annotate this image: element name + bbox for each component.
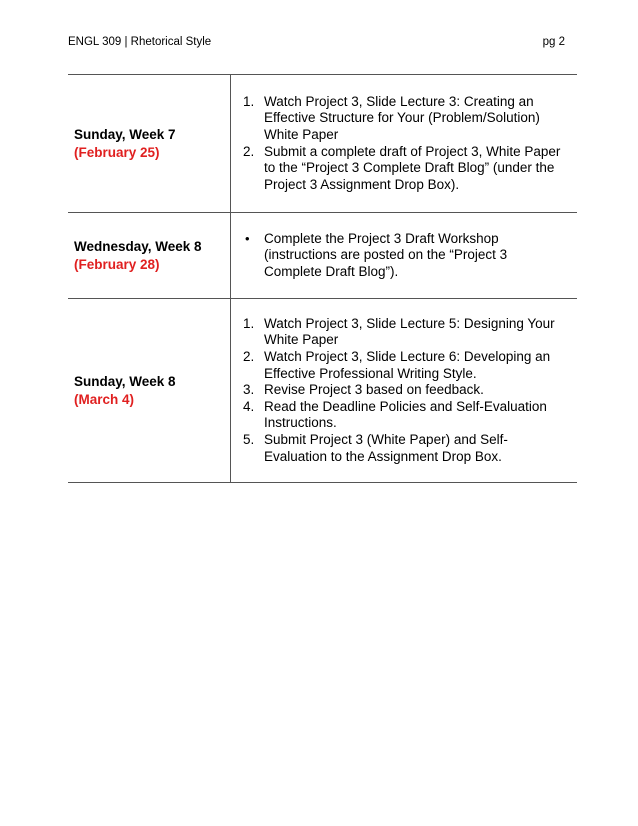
date-cell [68, 299, 231, 483]
list-item [243, 382, 563, 399]
bullet-marker: • [245, 230, 250, 246]
task-list [243, 316, 563, 465]
list-marker: 2. [243, 349, 255, 365]
page-header [68, 36, 565, 48]
task-text: Submit Project 3 (White Paper) and Self-Evaluation to the Assignment Drop Box. [264, 431, 508, 464]
date-label: (February 25) [74, 144, 160, 160]
task-text: Read the Deadline Policies and Self-Evaluation Instructions. [264, 398, 547, 431]
list-marker: 5. [243, 431, 255, 447]
list-item [243, 399, 563, 432]
task-text: Revise Project 3 based on feedback. [264, 382, 484, 398]
date-label: (March 4) [74, 391, 135, 407]
date-cell [68, 75, 231, 213]
day-label: Sunday, Week 8 [74, 373, 176, 389]
list-item [243, 94, 563, 144]
list-marker: 4. [243, 398, 255, 414]
day-label: Wednesday, Week 8 [74, 238, 202, 254]
table-row [68, 75, 577, 213]
list-item [243, 316, 563, 349]
course-title: ENGL 309 | Rhetorical Style [68, 36, 212, 48]
list-item [243, 432, 563, 465]
list-item [243, 349, 563, 382]
list-item [243, 231, 563, 281]
task-cell [231, 213, 578, 299]
list-item [243, 144, 563, 194]
list-marker: 1. [243, 315, 255, 331]
date-label: (February 28) [74, 256, 160, 272]
table-row [68, 299, 577, 483]
task-list [243, 94, 563, 194]
list-marker: 2. [243, 143, 255, 159]
task-list [243, 231, 563, 281]
task-text: Complete the Project 3 Draft Workshop (instructions are posted on the “Project 3 Complete Draft Blog”). [264, 230, 508, 279]
task-cell [231, 75, 578, 213]
list-marker: 1. [243, 93, 255, 109]
page-number: pg 2 [542, 36, 565, 48]
date-cell [68, 213, 231, 299]
task-text: Watch Project 3, Slide Lecture 6: Developing an Effective Professional Writing Style. [264, 349, 551, 381]
task-text: Watch Project 3, Slide Lecture 5: Designing Your White Paper [264, 315, 555, 348]
schedule-table [68, 74, 577, 483]
day-label: Sunday, Week 7 [74, 126, 176, 142]
task-text: Submit a complete draft of Project 3, White Paper to the “Project 3 Complete Draft Blog” (under the Project 3 Assignment Drop Box). [264, 143, 561, 192]
table-row [68, 213, 577, 299]
task-cell [231, 299, 578, 483]
list-marker: 3. [243, 382, 255, 398]
task-text: Watch Project 3, Slide Lecture 3: Creating an Effective Structure for Your (Problem/Solution) White Paper [264, 93, 540, 142]
